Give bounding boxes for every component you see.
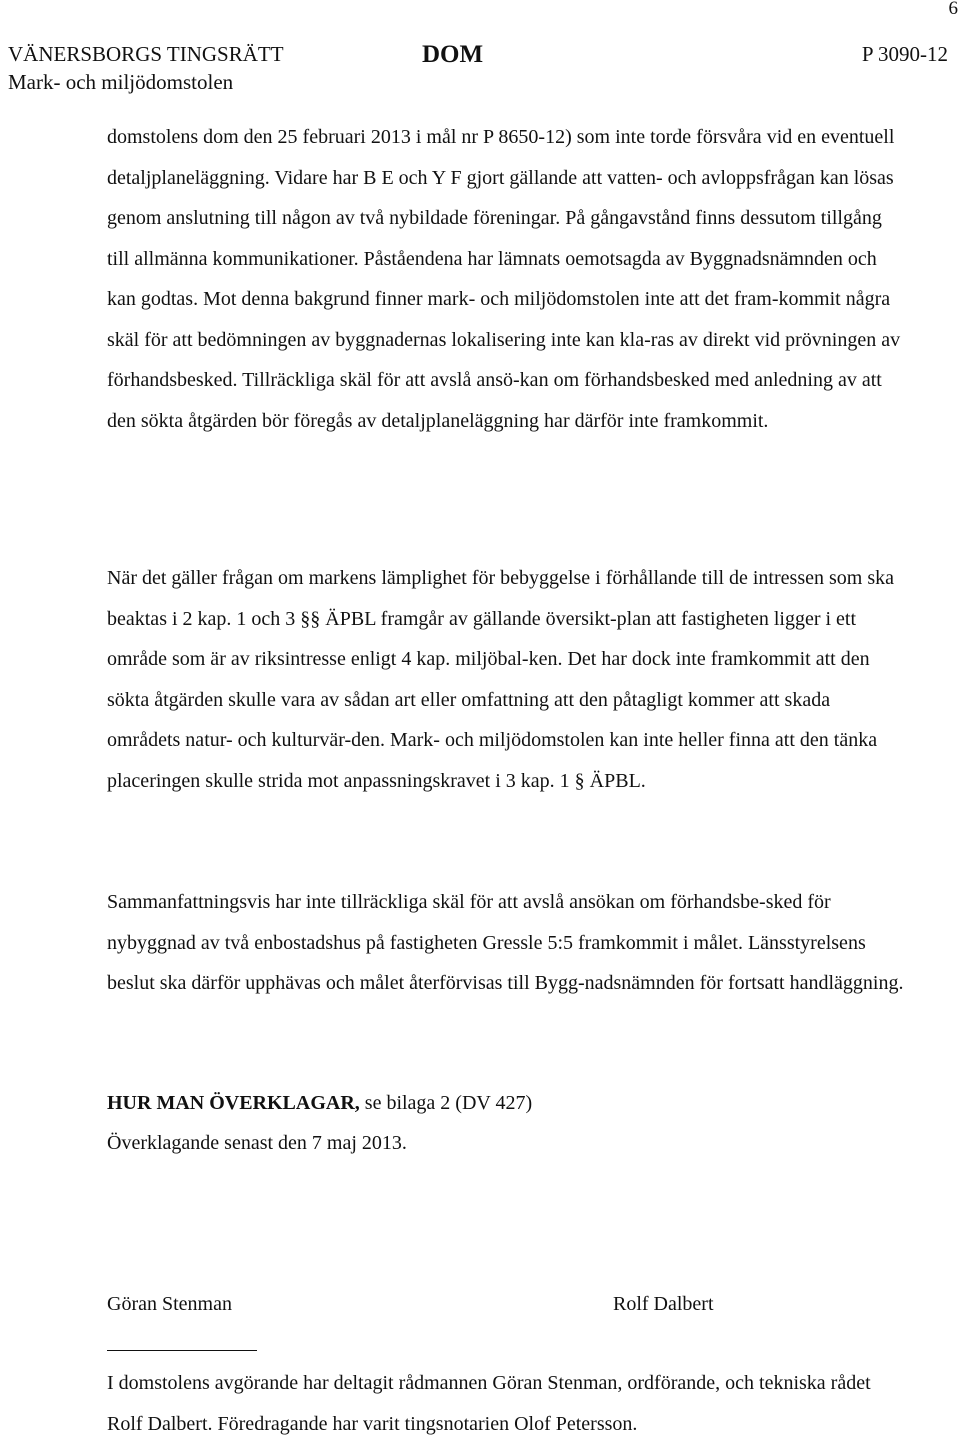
appeal-heading: HUR MAN ÖVERKLAGAR, [107, 1092, 360, 1114]
appeal-instructions [107, 1083, 907, 1163]
court-name: VÄNERSBORGS TINGSRÄTT [8, 42, 284, 66]
signature-left: Göran Stenman [107, 1293, 232, 1315]
paragraph-summary: Sammanfattningsvis har inte tillräckliga skäl för att avslå ansökan om förhandsbe-sked för nybyggnad av två enbostadshus på fastigheten Gressle 5:5 framkommit i målet. Länsstyrelsens beslut ska därför upphävas och målet återförvisas till Bygg-nadsnämnden för fortsatt handläggning. [107, 891, 904, 994]
case-number: P 3090-12 [861, 42, 948, 66]
appeal-deadline: Överklagande senast den 7 maj 2013. [107, 1132, 407, 1154]
document-type: DOM [422, 41, 484, 68]
appeal-reference: se bilaga 2 (DV 427) [359, 1092, 533, 1114]
footnote-divider [107, 1350, 257, 1351]
page-number: 6 [948, 0, 958, 19]
paragraph-reasoning: domstolens dom den 25 februari 2013 i mål nr P 8650-12) som inte torde försvåra vid en eventuell detaljplaneläggning. Vidare har B E och Y F gjort gällande att vatten- och avloppsfrågan kan lösas genom anslutning till någon av två nybildade föreningar. På gångavstånd finns dessutom tillgång till allmänna kommunikationer. Påståendena har lämnats oemotsagda av Byggnadsnämnden och kan godtas. Mot denna bakgrund finner mark- och miljödomstolen inte att det fram-kommit några skäl för att bedömningen av byggnadernas lokalisering inte kan kla-ras av direkt vid prövningen av förhandsbesked. Tillräckliga skäl för att avslå ansö-kan om förhandsbesked med anledning av att den sökta åtgärden bör föregås av detaljplaneläggning har därför inte framkommit. [107, 126, 901, 432]
signature-right: Rolf Dalbert [613, 1293, 714, 1315]
footnote: I domstolens avgörande har deltagit rådmannen Göran Stenman, ordförande, och tekniska rådet Rolf Dalbert. Föredragande har varit tingsnotarien Olof Petersson. [107, 1372, 871, 1435]
department-name: Mark- och miljödomstolen [8, 70, 234, 94]
paragraph-land-suitability: När det gäller frågan om markens lämplighet för bebyggelse i förhållande till de intressen som ska beaktas i 2 kap. 1 och 3 §§ ÄPBL framgår av gällande översikt-plan att fastigheten ligger i ett område som är av riksintresse enligt 4 kap. miljöbal-ken. Det har dock inte framkommit att den sökta åtgärden skulle vara av sådan art eller omfattning att den påtagligt kommer att skada områdets natur- och kulturvär-den. Mark- och miljödomstolen kan inte heller finna att den tänka placeringen skulle strida mot anpassningskravet i 3 kap. 1 § ÄPBL. [107, 567, 894, 792]
appeal-line [107, 1083, 907, 1123]
